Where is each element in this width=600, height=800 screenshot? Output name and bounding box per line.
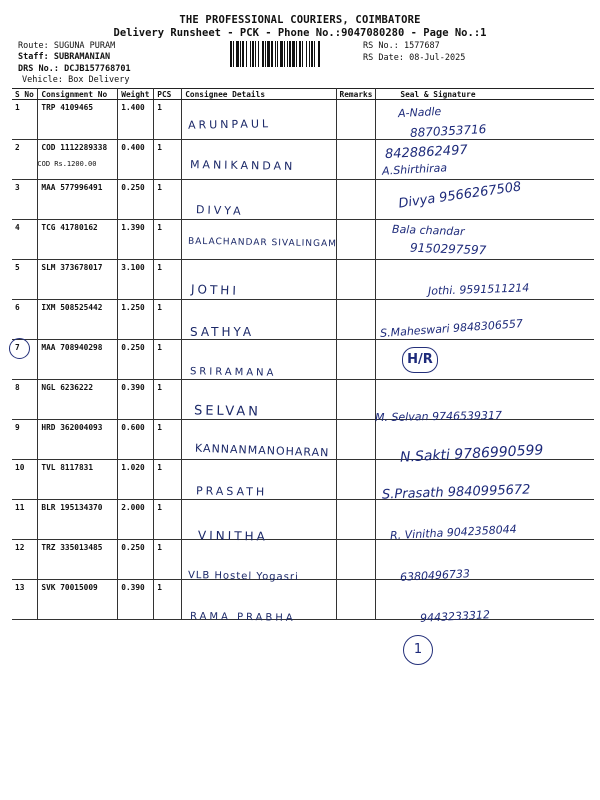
cell-weight: 0.250 [118, 540, 154, 580]
cell-pcs: 1 [154, 300, 182, 340]
consignee-handwritten-name: MANIKANDAN [189, 157, 296, 173]
cell-sno: 2 [12, 140, 38, 180]
recipient-signature: Bala chandar [391, 223, 465, 239]
recipient-signature: S.Prasath 9840995672 [381, 482, 531, 503]
table-row [12, 580, 594, 620]
cell-pcs: 1 [154, 420, 182, 460]
col-seal: Seal & Signature [376, 89, 594, 100]
cell-consignment: BLR 195134370 [38, 500, 118, 540]
cell-remarks [336, 100, 376, 140]
cell-pcs: 1 [154, 340, 182, 380]
rs-date-line [363, 53, 465, 63]
recipient-phone-note: 8870353716 [409, 122, 487, 140]
cell-weight: 0.600 [118, 420, 154, 460]
cell-weight: 0.250 [118, 180, 154, 220]
cell-weight: 1.020 [118, 460, 154, 500]
cell-pcs: 1 [154, 460, 182, 500]
route-value: SUGUNA PURAM [53, 41, 116, 51]
staff-label: Staff: [18, 52, 49, 62]
table-row [12, 140, 594, 180]
cell-consignment: IXM 508525442 [38, 300, 118, 340]
cell-pcs: 1 [154, 540, 182, 580]
cell-consignment [38, 140, 118, 180]
cell-weight: 0.390 [118, 580, 154, 620]
cell-sno: 9 [12, 420, 38, 460]
recipient-phone-note: A.Shirthiraa [381, 161, 448, 178]
cell-consignment: MAA 708940298 [38, 340, 118, 380]
recipient-signature: 8428862497 [384, 142, 469, 162]
rs-date-value: 08-Jul-2025 [409, 53, 466, 63]
cell-consignment: NGL 6236222 [38, 380, 118, 420]
cell-sno: 1 [12, 100, 38, 140]
consignee-handwritten-name: ARUNPAUL [187, 117, 272, 132]
table-row [12, 340, 594, 380]
cell-remarks [336, 340, 376, 380]
consignee-handwritten-name: JOTHI [190, 282, 240, 299]
consignee-handwritten-name: BALACHANDAR SIVALINGAM [187, 237, 338, 250]
runsheet-table [12, 88, 594, 620]
consignee-handwritten-name: RAMA PRABHA [189, 610, 296, 624]
cell-weight: 3.100 [118, 260, 154, 300]
cell-sno: 11 [12, 500, 38, 540]
cell-weight: 2.000 [118, 500, 154, 540]
recipient-signature: A-Nadle [397, 104, 442, 121]
recipient-signature: 9443233312 [419, 607, 491, 625]
final-count-mark [403, 635, 433, 665]
cell-remarks [336, 140, 376, 180]
consignee-handwritten-name: DIVYA [195, 202, 244, 218]
col-consignment: Consignment No [38, 89, 118, 100]
cell-sno: 8 [12, 380, 38, 420]
hr-text: H/R [407, 352, 433, 367]
table-row [12, 380, 594, 420]
cell-remarks [336, 460, 376, 500]
cell-remarks [336, 180, 376, 220]
cell-sno: 5 [12, 260, 38, 300]
cell-remarks [336, 540, 376, 580]
cell-pcs: 1 [154, 180, 182, 220]
cell-weight: 0.250 [118, 340, 154, 380]
cell-remarks [336, 300, 376, 340]
consignee-handwritten-name: VINITHA [197, 528, 268, 544]
consignment-number: COD 1112289338 [41, 143, 108, 152]
barcode-image [230, 41, 356, 67]
table-row [12, 540, 594, 580]
cell-pcs: 1 [154, 220, 182, 260]
table-header-row [12, 89, 594, 100]
consignee-handwritten-name: SRIRAMANA [189, 366, 277, 379]
consignee-handwritten-name: SELVAN [193, 403, 262, 420]
recipient-signature: M. Selvan 9746539317 [374, 408, 503, 424]
cell-sno: 10 [12, 460, 38, 500]
hr-remark-mark [402, 347, 438, 373]
recipient-signature: S.Maheswari 9848306557 [379, 317, 524, 340]
route-label: Route: [18, 41, 49, 51]
cell-consignment: MAA 577996491 [38, 180, 118, 220]
drs-label: DRS No.: [18, 64, 59, 74]
col-consignee: Consignee Details [182, 89, 336, 100]
cell-sno: 4 [12, 220, 38, 260]
rs-date-label: RS Date: [363, 53, 404, 63]
cell-sno: 12 [12, 540, 38, 580]
cell-remarks [336, 220, 376, 260]
cell-pcs: 1 [154, 380, 182, 420]
cell-pcs: 1 [154, 500, 182, 540]
recipient-phone-note: 9150297597 [409, 241, 487, 258]
runsheet-subtitle: Delivery Runsheet - PCK - Phone No.:9047080280 - Page No.:1 [113, 27, 487, 39]
cod-amount-note: COD Rs.1200.00 [37, 160, 97, 168]
final-count-text: 1 [413, 642, 423, 657]
cell-weight: 0.390 [118, 380, 154, 420]
cell-weight: 1.390 [118, 220, 154, 260]
consignee-handwritten-name: SATHYA [190, 325, 255, 339]
consignee-handwritten-name: PRASATH [195, 484, 268, 499]
cell-consignment: HRD 362004093 [38, 420, 118, 460]
cell-consignment: TRZ 335013485 [38, 540, 118, 580]
recipient-signature: R. Vinitha 9042358044 [389, 522, 518, 543]
cell-remarks [336, 380, 376, 420]
consignee-handwritten-name: KANNANMANOHARAN [194, 442, 330, 460]
vehicle-label: Vehicle: [22, 75, 63, 85]
cell-consignment: SVK 70015009 [38, 580, 118, 620]
table-row [12, 100, 594, 140]
consignee-handwritten-name: VLB Hostel Yogasri [187, 569, 299, 583]
cell-sno: 7 [12, 340, 38, 380]
cell-pcs: 1 [154, 140, 182, 180]
col-weight: Weight [118, 89, 154, 100]
cell-pcs: 1 [154, 580, 182, 620]
drs-value: DCJB157768701 [64, 64, 131, 74]
cell-remarks [336, 500, 376, 540]
staff-line [18, 52, 110, 62]
cell-weight: 0.400 [118, 140, 154, 180]
staff-value: SUBRAMANIAN [53, 52, 111, 62]
cell-consignment: SLM 373678017 [38, 260, 118, 300]
vehicle-value: Box Delivery [68, 75, 130, 85]
cell-remarks [336, 260, 376, 300]
cell-remarks [336, 420, 376, 460]
route-line [18, 41, 115, 51]
rs-no-value: 1577687 [403, 41, 440, 51]
recipient-signature: Jothi. 9591511214 [427, 281, 530, 298]
col-remarks: Remarks [336, 89, 376, 100]
vehicle-line [22, 75, 130, 85]
recipient-signature: N.Sakti 9786990599 [399, 442, 544, 467]
cell-remarks [336, 580, 376, 620]
cell-pcs: 1 [154, 260, 182, 300]
cell-weight: 1.250 [118, 300, 154, 340]
rs-no-label: RS No.: [363, 41, 399, 51]
recipient-signature: 6380496733 [399, 566, 471, 584]
cell-consignment: TRP 4109465 [38, 100, 118, 140]
cell-consignment: TVL 8117831 [38, 460, 118, 500]
cell-sno: 3 [12, 180, 38, 220]
col-pcs: PCS [154, 89, 182, 100]
rs-no-line [363, 41, 440, 51]
row-7-circle-mark [9, 338, 30, 359]
cell-weight: 1.400 [118, 100, 154, 140]
cell-sno: 13 [12, 580, 38, 620]
drs-line [18, 64, 131, 74]
cell-sno: 6 [12, 300, 38, 340]
company-title: THE PROFESSIONAL COURIERS, COIMBATORE [179, 14, 421, 26]
cell-pcs: 1 [154, 100, 182, 140]
col-sno: S No [12, 89, 38, 100]
recipient-signature: Divya 9566267508 [397, 179, 523, 212]
cell-consignment: TCG 41780162 [38, 220, 118, 260]
